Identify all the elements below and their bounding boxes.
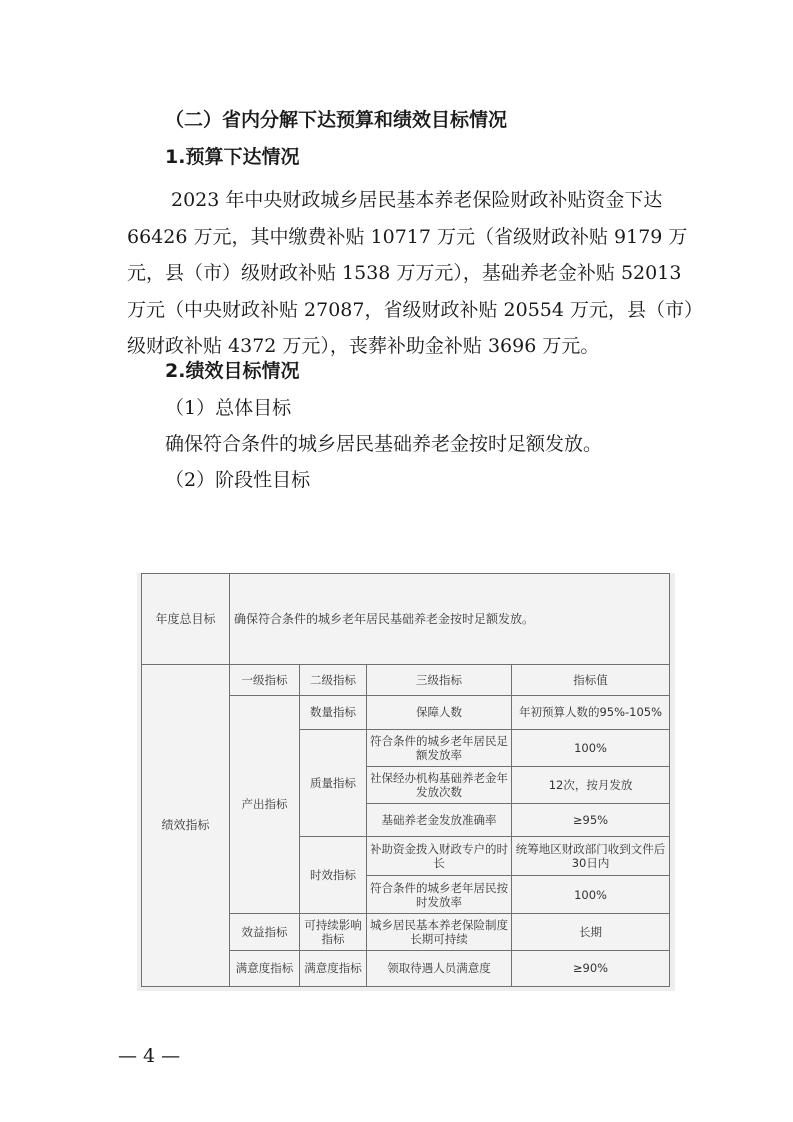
table-cell-indicator: 社保经办机构基础养老金年发放次数 bbox=[367, 767, 512, 804]
table-cell-indicator: 符合条件的城乡老年居民足额发放率 bbox=[367, 729, 512, 766]
benefit-label: 效益指标 bbox=[230, 913, 300, 950]
table-cell-value: 100% bbox=[512, 876, 670, 913]
overall-goal-text: 确保符合条件的城乡居民基础养老金按时足额发放。 bbox=[165, 433, 603, 455]
quantity-label: 数量指标 bbox=[300, 695, 367, 729]
table-cell-value: ≥95% bbox=[512, 804, 670, 837]
table-cell-value: 长期 bbox=[512, 913, 670, 950]
paragraph-line: 元，县（市）级财政补贴 1538 万万元），基础养老金补贴 52013 bbox=[127, 262, 682, 284]
section-heading: （二）省内分解下达预算和绩效目标情况 bbox=[165, 109, 508, 131]
page-number: — 4 — bbox=[118, 1045, 181, 1067]
item-overall-goal: （1）总体目标 bbox=[165, 397, 292, 419]
table-cell-indicator: 城乡居民基本养老保险制度长期可持续 bbox=[367, 913, 512, 950]
subheading-performance: 2.绩效目标情况 bbox=[165, 360, 300, 382]
paragraph-line: 万元（中央财政补贴 27087，省级财政补贴 20554 万元，县（市） bbox=[127, 298, 704, 321]
output-label: 产出指标 bbox=[230, 695, 300, 913]
table-cell-value: 年初预算人数的95%-105% bbox=[512, 695, 670, 729]
paragraph-line: 级财政补贴 4372 万元），丧葬补助金补贴 3696 万元。 bbox=[127, 335, 600, 357]
timeliness-label: 时效指标 bbox=[300, 837, 367, 913]
quality-label: 质量指标 bbox=[300, 729, 367, 836]
table-cell-indicator: 保障人数 bbox=[367, 695, 512, 729]
table-cell-indicator: 补助资金拨入财政专户的时长 bbox=[367, 837, 512, 876]
table-cell-indicator: 领取待遇人员满意度 bbox=[367, 950, 512, 986]
annual-goal-label: 年度总目标 bbox=[142, 574, 230, 665]
table-cell-indicator: 符合条件的城乡老年居民按时发放率 bbox=[367, 876, 512, 913]
header-level-2: 二级指标 bbox=[300, 664, 367, 695]
header-value: 指标值 bbox=[512, 664, 670, 695]
paragraph-line: 2023 年中央财政城乡居民基本养老保险财政补贴资金下达 bbox=[171, 189, 663, 211]
budget-paragraph bbox=[127, 182, 704, 365]
sustain-label: 可持续影响指标 bbox=[300, 913, 367, 950]
satisfaction-label: 满意度指标 bbox=[230, 950, 300, 986]
paragraph-line: 66426 万元，其中缴费补贴 10717 万元（省级财政补贴 9179 万 bbox=[127, 225, 688, 248]
performance-label: 绩效指标 bbox=[142, 664, 230, 986]
table-cell-indicator: 基础养老金发放准确率 bbox=[367, 804, 512, 837]
performance-goal-table bbox=[141, 573, 670, 987]
satisfaction-sub-label: 满意度指标 bbox=[300, 950, 367, 986]
table-cell-value: 100% bbox=[512, 729, 670, 766]
annual-goal-text: 确保符合条件的城乡老年居民基础养老金按时足额发放。 bbox=[230, 574, 670, 665]
header-level-3: 三级指标 bbox=[367, 664, 512, 695]
item-phase-goal: （2）阶段性目标 bbox=[165, 469, 311, 491]
table-cell-value: 统筹地区财政部门收到文件后30日内 bbox=[512, 837, 670, 876]
table-cell-value: 12次，按月发放 bbox=[512, 767, 670, 804]
subheading-budget: 1.预算下达情况 bbox=[165, 146, 300, 168]
goal-table-scan bbox=[137, 573, 675, 991]
header-level-1: 一级指标 bbox=[230, 664, 300, 695]
table-cell-value: ≥90% bbox=[512, 950, 670, 986]
